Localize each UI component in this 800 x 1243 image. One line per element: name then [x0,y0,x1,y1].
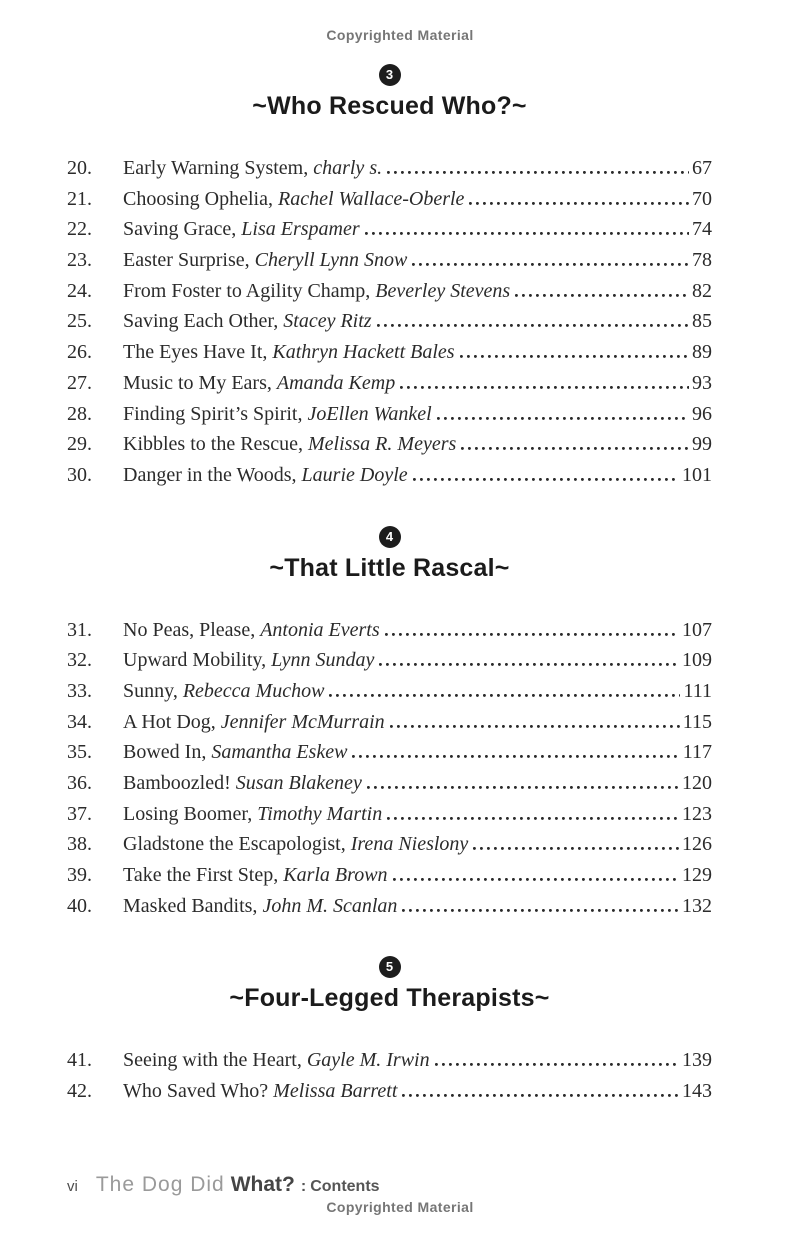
toc-entry [67,741,712,772]
toc-section [67,495,712,926]
entry-page-number: 93 [692,371,712,394]
footer-section-label: Contents [310,1178,380,1195]
entry-page-number: 82 [692,279,712,302]
entry-title: Saving Each Other, [123,310,284,333]
entry-number: 20. [67,157,92,179]
table-of-contents [0,43,800,1111]
toc-entry [67,864,712,895]
entry-page-number: 99 [692,433,712,456]
entry-author: Melissa Barrett [273,1080,398,1103]
entry-page-number: 109 [682,649,712,672]
entry-number: 38. [67,833,92,856]
entry-title: Take the First Step, [123,864,284,887]
entry-title: The Eyes Have It, [123,341,273,364]
toc-entry [67,619,712,650]
toc-entry [67,310,712,341]
toc-entry [67,433,712,464]
entry-author: Timothy Martin [257,802,383,825]
entry-author: Stacey Ritz [283,310,372,333]
entry-page-number: 74 [692,218,712,241]
entry-number: 28. [67,402,92,425]
entry-page-number: 85 [692,310,712,333]
dot-leader [365,232,689,235]
entry-author: Beverley Stevens [375,279,511,302]
entry-number: 31. [67,618,92,641]
section-entries [67,1049,712,1110]
entry-number: 30. [67,463,92,486]
entry-number: 27. [67,371,92,394]
entry-author: JoEllen Wankel [307,402,432,425]
dot-leader [377,324,689,327]
entry-number: 24. [67,279,92,302]
entry-number: 22. [67,218,92,241]
entry-title: Seeing with the Heart, [123,1049,307,1072]
entry-page-number: 120 [682,772,712,794]
folio-page-number: vi [67,1178,78,1195]
entry-title: Saving Grace, [123,218,242,241]
dot-leader [437,417,689,420]
toc-section [67,43,712,495]
entry-page-number: 115 [682,710,712,733]
entry-title: Music to My Ears, [123,371,277,394]
section-entries [67,157,712,495]
entry-title: From Foster to Agility Champ, [123,279,376,302]
entry-title: Masked Bandits, [123,894,263,917]
entry-title: Upward Mobility, [123,649,272,672]
entry-page-number: 139 [682,1049,712,1072]
entry-number: 23. [67,249,92,272]
entry-author: Lisa Erspamer [241,218,360,241]
entry-page-number: 70 [692,187,712,210]
toc-entry [67,1080,712,1111]
entry-number: 36. [67,772,92,794]
entry-title: Bowed In, [123,741,212,764]
dot-leader [435,1063,679,1066]
toc-entry [67,803,712,834]
dot-leader [402,909,679,912]
entry-author: charly s. [313,157,383,179]
dot-leader [469,202,689,205]
book-title-light: The Dog Did [95,1173,225,1196]
entry-title: Easter Surprise, [123,249,255,272]
entry-page-number: 78 [692,249,712,272]
toc-entry [67,772,712,803]
copyright-notice-bottom: Copyrighted Material [326,1199,474,1215]
entry-page-number: 111 [683,679,712,702]
toc-entry [67,372,712,403]
dot-leader [393,878,679,881]
dot-leader [387,817,679,820]
entry-number: 26. [67,341,92,364]
toc-entry [67,341,712,372]
entry-title: Bamboozled! [123,772,236,794]
chapter-number-badge: 5 [379,956,401,978]
entry-number: 25. [67,310,92,333]
dot-leader [460,355,689,358]
dot-leader [367,786,679,789]
toc-entry [67,464,712,495]
entry-author: John M. Scanlan [262,894,398,917]
entry-page-number: 126 [682,833,712,856]
chapter-number-badge: 4 [379,526,401,548]
entry-title: Sunny, [123,679,183,702]
dot-leader [412,263,689,266]
entry-page-number: 96 [692,402,712,425]
entry-number: 40. [67,894,92,917]
entry-title: Early Warning System, [123,157,314,179]
dot-leader [390,725,680,728]
entry-title: Who Saved Who? [123,1080,274,1103]
entry-page-number: 143 [682,1080,712,1103]
toc-entry [67,218,712,249]
chapter-number-badge: 3 [379,64,401,86]
entry-title: A Hot Dog, [123,710,221,733]
entry-author: Rebecca Muchow [182,679,325,702]
footer-separator: : [300,1178,307,1195]
entry-author: Laurie Doyle [301,463,408,486]
entry-page-number: 123 [682,802,712,825]
dot-leader [402,1094,679,1097]
entry-title: No Peas, Please, [123,618,261,641]
toc-entry [67,680,712,711]
page-footer [67,1173,380,1197]
dot-leader [461,447,689,450]
entry-author: Karla Brown [283,864,388,887]
toc-entry [67,403,712,434]
section-entries [67,619,712,926]
entry-author: Kathryn Hackett Bales [272,341,455,364]
entry-title: Finding Spirit’s Spirit, [123,402,308,425]
entry-number: 34. [67,710,92,733]
section-title: ~Four-Legged Therapists~ [229,984,550,1013]
toc-entry [67,188,712,219]
toc-entry [67,280,712,311]
entry-page-number: 67 [692,157,712,179]
copyright-notice-top: Copyrighted Material [326,27,474,43]
toc-entry [67,711,712,742]
entry-author: Gayle M. Irwin [306,1049,430,1072]
toc-section [67,925,712,1110]
entry-number: 35. [67,741,92,764]
entry-number: 21. [67,187,92,210]
dot-leader [385,633,679,636]
entry-number: 41. [67,1049,92,1072]
entry-page-number: 132 [682,894,712,917]
entry-author: Antonia Everts [260,618,380,641]
entry-page-number: 89 [692,341,712,364]
entry-number: 42. [67,1080,92,1103]
dot-leader [515,294,689,297]
entry-author: Cheryll Lynn Snow [254,249,408,272]
toc-entry [67,895,712,926]
dot-leader [473,847,679,850]
entry-number: 37. [67,802,92,825]
dot-leader [413,478,679,481]
section-title: ~Who Rescued Who?~ [252,92,527,120]
entry-author: Samantha Eskew [211,741,348,764]
entry-title: Choosing Ophelia, [123,187,278,210]
entry-author: Melissa R. Meyers [307,433,457,456]
dot-leader [329,694,680,697]
entry-number: 33. [67,679,92,702]
toc-entry [67,833,712,864]
entry-title: Gladstone the Escapologist, [123,833,351,856]
dot-leader [387,171,689,174]
book-title-bold: What? [230,1173,295,1196]
entry-author: Rachel Wallace-Oberle [278,187,465,210]
entry-number: 39. [67,864,92,887]
entry-page-number: 117 [682,741,712,764]
entry-number: 32. [67,649,92,672]
entry-page-number: 101 [682,463,712,486]
section-title: ~That Little Rascal~ [269,553,510,582]
toc-entry [67,157,712,188]
entry-page-number: 107 [682,618,712,641]
entry-title: Danger in the Woods, [123,463,302,486]
entry-title: Losing Boomer, [123,802,258,825]
entry-number: 29. [67,433,92,456]
toc-entry [67,649,712,680]
dot-leader [352,755,679,758]
entry-page-number: 129 [682,864,712,887]
entry-author: Amanda Kemp [276,371,396,394]
entry-title: Kibbles to the Rescue, [123,433,308,456]
dot-leader [400,386,689,389]
entry-author: Lynn Sunday [271,649,375,672]
entry-author: Irena Nieslony [350,833,469,856]
toc-entry [67,249,712,280]
dot-leader [379,663,679,666]
toc-entry [67,1049,712,1080]
entry-author: Susan Blakeney [235,772,362,794]
entry-author: Jennifer McMurrain [220,710,385,733]
